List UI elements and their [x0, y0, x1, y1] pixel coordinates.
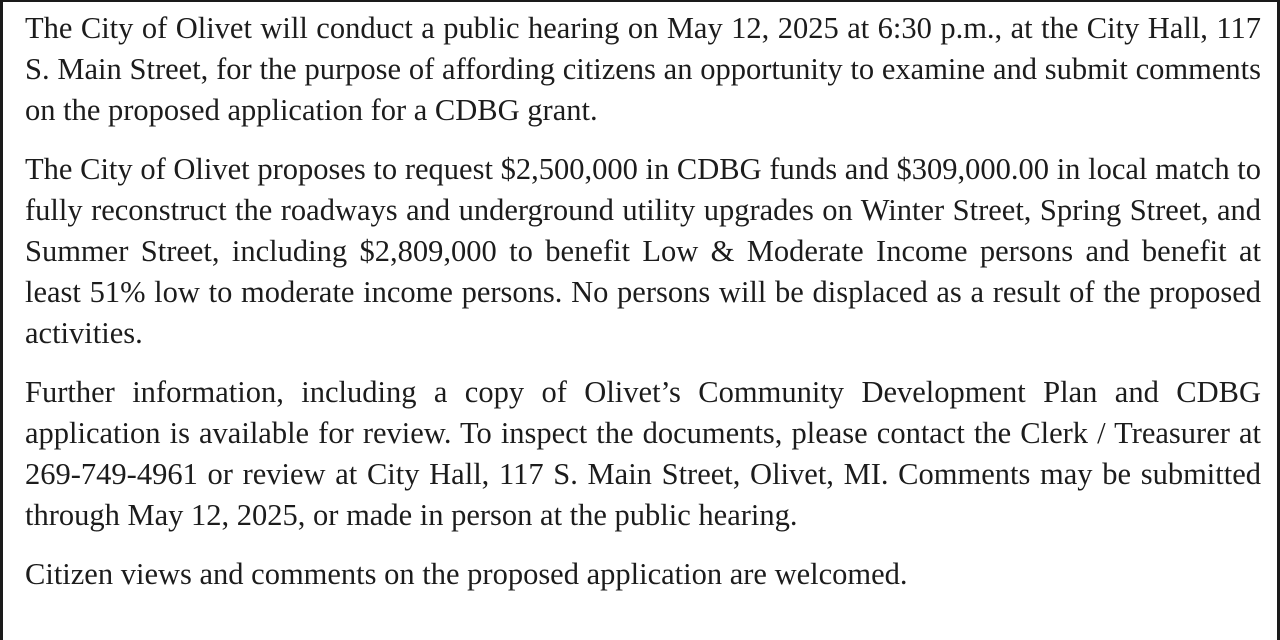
- funding-proposal-paragraph: The City of Olivet proposes to request $2,500,000 in CDBG funds and $309,000.00 in local match to fully reconstruct the roadways and underground utility upgrades on Winter Street, Spring Street, and Summer Street, including $2,809,000 to benefit Low & Moderate Income persons and benefit at least 51% low to moderate income persons. No persons will be displaced as a result of the proposed activities.: [25, 152, 1261, 350]
- further-information-paragraph: Further information, including a copy of Olivet’s Community Development Plan and CDBG application is available for review. To inspect the documents, please contact the Clerk / Treasurer at 269-749-4961 or review at City Hall, 117 S. Main Street, Olivet, MI. Comments may be submitted through May 12, 2025, or made in person at the public hearing.: [25, 375, 1261, 532]
- closing-paragraph: Citizen views and comments on the proposed application are welcomed.: [25, 557, 908, 591]
- notice-body: [25, 8, 1261, 613]
- hearing-announcement-paragraph: The City of Olivet will conduct a public hearing on May 12, 2025 at 6:30 p.m., at the City Hall, 117 S. Main Street, for the purpose of affording citizens an opportunity to examine and submit comments on the proposed application for a CDBG grant.: [25, 11, 1261, 127]
